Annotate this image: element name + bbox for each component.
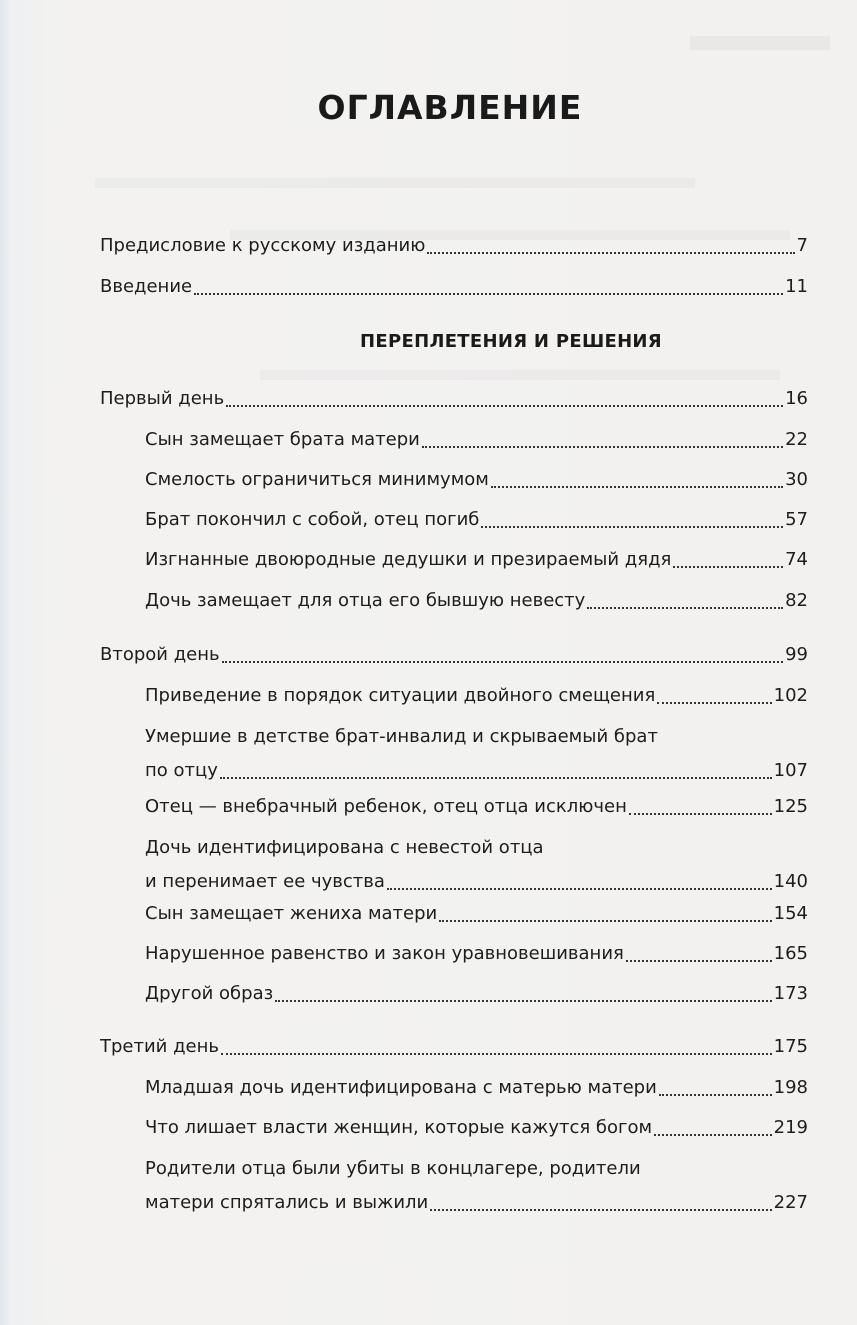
entry-label-line1: Родители отца были убиты в концлагере, родители [145,1158,641,1179]
toc-entry[interactable] [145,679,808,713]
entry-label: Что лишает власти женщин, которые кажутся богом [145,1117,653,1138]
page-title: ОГЛАВЛЕНИЕ [317,88,583,127]
leader-dots [226,405,783,407]
leader-dots [673,566,783,568]
leader-dots [387,888,772,890]
entry-page-number: 30 [785,469,808,490]
entry-label: Отец — внебрачный ребенок, отец отца исключен [145,796,627,817]
entry-page-number: 57 [785,509,808,530]
entry-page-number: 22 [785,429,808,450]
entry-page-number: 140 [773,871,808,892]
entry-label: Приведение в порядок ситуации двойного смещения [145,685,656,706]
leader-dots [657,702,771,704]
entry-page-number: 102 [773,685,808,706]
toc-entry[interactable] [145,897,808,931]
toc-entry-introduction[interactable] [100,270,808,304]
toc-entry-preface[interactable] [100,229,808,263]
leader-dots [222,661,783,663]
toc-entry[interactable] [145,1152,808,1220]
entry-label: Изгнанные двоюродные дедушки и презираемый дядя [145,549,672,570]
leader-dots [194,293,783,295]
show-through-decoration [260,370,780,380]
entry-page-number: 125 [773,796,808,817]
toc-entry-day[interactable] [100,1030,808,1064]
entry-label-line2: матери спрятались и выжили [145,1192,429,1213]
entry-page-number: 11 [785,276,808,297]
toc-entry[interactable] [145,1111,808,1145]
leader-dots [221,1053,772,1055]
entry-label-line1: Умершие в детстве брат-инвалид и скрываемый брат [145,726,658,747]
entry-page-number: 173 [773,983,808,1004]
toc-entry[interactable] [145,720,808,788]
toc-entry[interactable] [145,790,808,824]
leader-dots [439,920,771,922]
leader-dots [220,777,772,779]
entry-label: Другой образ [145,983,274,1004]
toc-entry[interactable] [145,831,808,899]
entry-label: Смелость ограничиться минимумом [145,469,489,490]
leader-dots [491,486,783,488]
entry-page-number: 198 [773,1077,808,1098]
entry-page-number: 16 [785,388,808,409]
entry-page-number: 175 [773,1036,808,1057]
leader-dots [654,1134,772,1136]
entry-page-number: 99 [785,644,808,665]
entry-label: Введение [100,276,193,297]
toc-entry[interactable] [145,584,808,618]
show-through-decoration [95,178,695,188]
entry-page-number: 227 [773,1192,808,1213]
toc-entry-day[interactable] [100,382,808,416]
entry-label-line1: Дочь идентифицирована с невестой отца [145,837,544,858]
toc-entry[interactable] [145,543,808,577]
entry-label: Брат покончил с собой, отец погиб [145,509,480,530]
toc-entry[interactable] [145,463,808,497]
entry-page-number: 219 [773,1117,808,1138]
entry-label-line2: и перенимает ее чувства [145,871,385,892]
toc-entry[interactable] [145,423,808,457]
entry-page-number: 74 [785,549,808,570]
entry-label: Предисловие к русскому изданию [100,235,426,256]
entry-label: Сын замещает жениха матери [145,903,438,924]
leader-dots [275,1000,771,1002]
show-through-decoration [690,36,830,50]
entry-label-line2: по отцу [145,760,218,781]
toc-entry[interactable] [145,937,808,971]
toc-entry[interactable] [145,977,808,1011]
toc-entry[interactable] [145,1071,808,1105]
leader-dots [427,252,794,254]
leader-dots [626,960,772,962]
toc-entry[interactable] [145,503,808,537]
leader-dots [430,1209,771,1211]
entry-label: Дочь замещает для отца его бывшую невесту [145,590,586,611]
entry-page-number: 154 [773,903,808,924]
section-heading: ПЕРЕПЛЕТЕНИЯ И РЕШЕНИЯ [360,331,662,352]
entry-page-number: 165 [773,943,808,964]
entry-page-number: 7 [796,235,808,256]
entry-label: Сын замещает брата матери [145,429,420,450]
leader-dots [481,526,783,528]
entry-label: Младшая дочь идентифицирована с матерью матери [145,1077,657,1098]
entry-label: Второй день [100,644,220,665]
leader-dots [422,446,783,448]
entry-label: Нарушенное равенство и закон уравновешивания [145,943,624,964]
toc-entry-day[interactable] [100,638,808,672]
entry-page-number: 82 [785,590,808,611]
entry-page-number: 107 [773,760,808,781]
leader-dots [587,607,783,609]
leader-dots [659,1094,772,1096]
leader-dots [629,813,772,815]
entry-label: Третий день [100,1036,219,1057]
entry-label: Первый день [100,388,225,409]
